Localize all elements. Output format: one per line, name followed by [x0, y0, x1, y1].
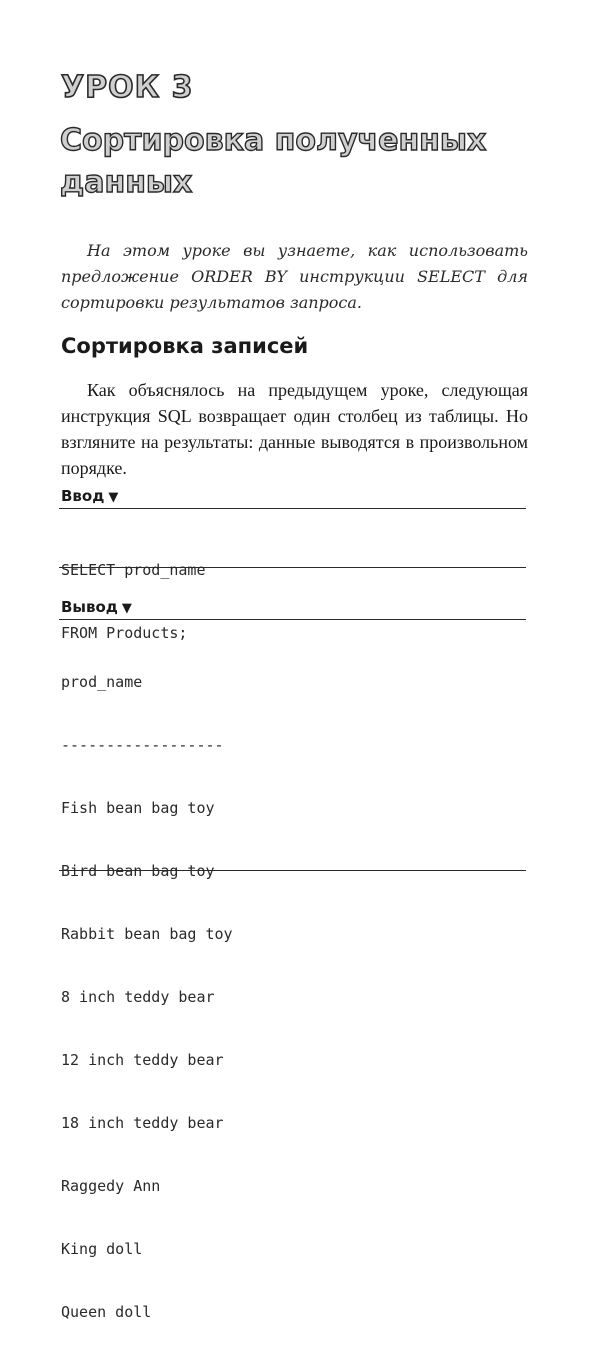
output-row: 18 inch teddy bear	[61, 1114, 224, 1132]
output-row: Fish bean bag toy	[61, 799, 215, 817]
input-label-text: Ввод	[61, 487, 105, 505]
output-label-text: Вывод	[61, 598, 118, 616]
output-row: 8 inch teddy bear	[61, 988, 215, 1006]
chapter-title: Сортировка полученных данных	[60, 123, 487, 200]
section-heading: Сортировка записей	[61, 334, 309, 358]
input-top-rule	[59, 508, 526, 509]
input-bottom-rule	[59, 567, 526, 568]
output-bottom-rule	[59, 870, 526, 871]
output-row: Raggedy Ann	[61, 1177, 161, 1195]
output-row: Bird bean bag toy	[61, 862, 215, 880]
code-line: SELECT prod_name	[61, 561, 206, 579]
output-row: Rabbit bean bag toy	[61, 925, 233, 943]
down-triangle-icon: ▼	[121, 601, 132, 616]
lesson-label: УРОК 3	[61, 70, 194, 105]
lesson-intro: На этом уроке вы узнаете, как использовать предложение ORDER BY инструкции SELECT для сортировки результатов запроса.	[61, 241, 528, 312]
code-line: FROM Products;	[61, 624, 188, 642]
down-triangle-icon: ▼	[108, 490, 119, 505]
output-header: prod_name	[61, 673, 143, 691]
output-row: King doll	[61, 1240, 143, 1258]
output-block-label	[61, 598, 132, 616]
output-top-rule	[59, 619, 526, 620]
section-paragraph: Как объяснялось на предыдущем уроке, следующая инструкция SQL возвращает один столбец из таблицы. Но взгляните на результаты: данные выводятся в произвольном порядке.	[61, 380, 528, 478]
input-block-label	[61, 487, 118, 505]
output-row: 12 inch teddy bear	[61, 1051, 224, 1069]
output-separator: ------------------	[61, 736, 224, 754]
output-code	[61, 630, 233, 1365]
output-row: Queen doll	[61, 1303, 152, 1321]
